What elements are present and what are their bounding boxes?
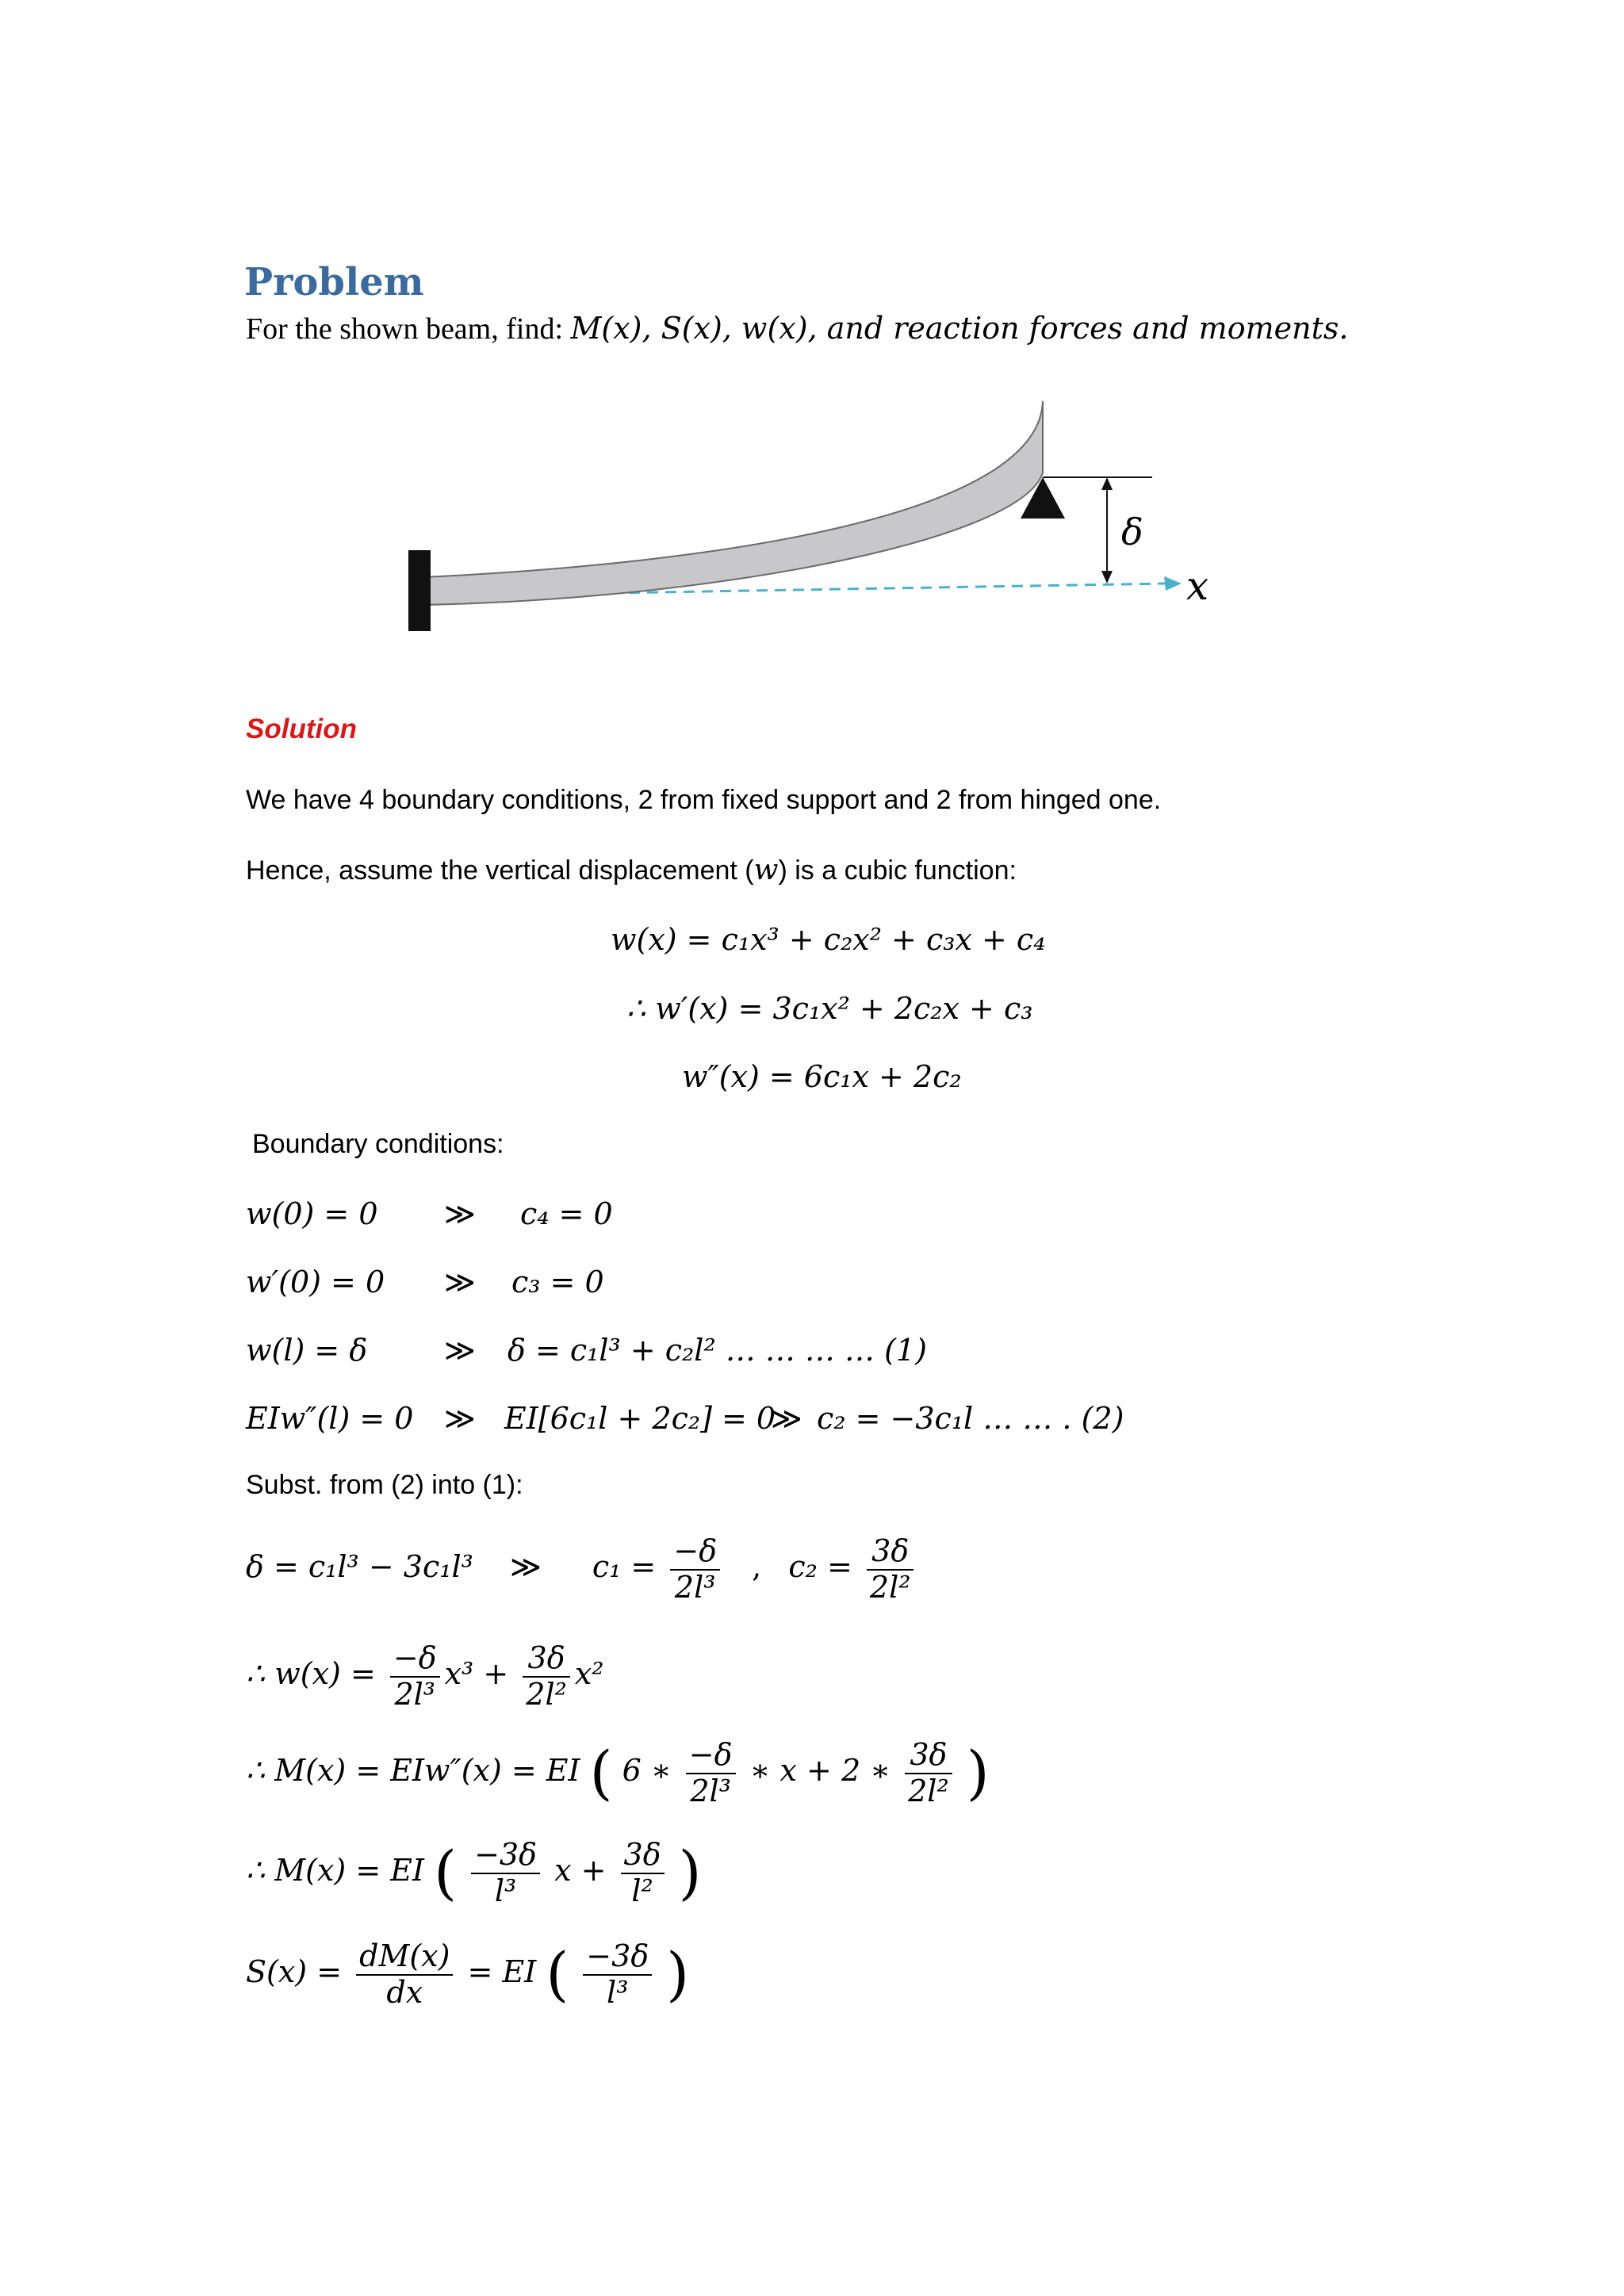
m2-x: x +	[554, 1853, 607, 1888]
bc4-lhs: EIw″(l) = 0	[246, 1401, 414, 1436]
moment-derivation	[246, 1738, 990, 1808]
s-frac-den: l³	[607, 1974, 629, 2010]
m2-frac-1-den: l³	[494, 1873, 517, 1908]
s-eq: = EI	[467, 1954, 537, 1990]
m2-frac-2-num: 3δ	[621, 1838, 665, 1874]
cubic-text-w: w	[753, 854, 779, 886]
bc1-rhs: c₄ = 0	[520, 1196, 613, 1231]
s-lparen: (	[546, 1940, 569, 2009]
fixed-support	[408, 550, 431, 631]
m2-frac-1	[471, 1838, 540, 1908]
eq-w-double-prime: w″(x) = 6c₁x + 2c₂	[682, 1059, 962, 1094]
c1-fraction	[670, 1534, 720, 1605]
cubic-assumption-text	[246, 854, 1017, 886]
cubic-text-a: Hence, assume the vertical displacement (	[246, 855, 754, 886]
m2-lparen: (	[434, 1839, 457, 1908]
c1-numerator: −δ	[670, 1534, 720, 1571]
m2-lhs: ∴ M(x) = EI	[246, 1853, 424, 1888]
eq-w: w(x) = c₁x³ + c₂x² + c₃x + c₄	[611, 922, 1046, 957]
x-axis-label: x	[1186, 563, 1209, 609]
s-frac	[583, 1939, 652, 2010]
s-derivative-den: dx	[386, 1974, 423, 2010]
bc2-lhs: w′(0) = 0	[246, 1265, 385, 1299]
s-derivative-num: dM(x)	[356, 1939, 453, 1976]
w-x2: x²	[574, 1656, 604, 1692]
bc2-arrow: ≫	[444, 1265, 476, 1299]
problem-heading: Problem	[244, 260, 424, 304]
m1-rparen: )	[966, 1739, 990, 1808]
c2-fraction	[867, 1534, 914, 1605]
w-result	[246, 1641, 604, 1712]
subst-equation	[246, 1534, 918, 1605]
delta-arrow-down	[1101, 571, 1113, 584]
m2-frac-2-den: l²	[631, 1873, 653, 1908]
bc1-lhs: w(0) = 0	[246, 1196, 378, 1231]
bc4-mid: EI[6c₁l + 2c₂] = 0	[504, 1401, 776, 1436]
subst-arrow: ≫	[509, 1549, 542, 1585]
c2-numerator: 3δ	[867, 1534, 914, 1571]
m1-frac-2-den: 2l²	[908, 1773, 949, 1808]
c1-eq: c₁ =	[592, 1549, 657, 1585]
m1-frac-1-den: 2l³	[690, 1773, 731, 1808]
w-frac-1-num: −δ	[390, 1641, 440, 1678]
m1-six: 6 ∗	[622, 1753, 672, 1789]
w-frac-2-den: 2l²	[526, 1676, 567, 1712]
m2-frac-2	[621, 1838, 665, 1908]
m1-frac-1-num: −δ	[686, 1738, 736, 1774]
m1-mid: ∗ x + 2 ∗	[749, 1753, 891, 1789]
subst-label: Subst. from (2) into (1):	[246, 1470, 523, 1500]
problem-statement	[246, 311, 1348, 346]
boundary-conditions-label: Boundary conditions:	[252, 1129, 504, 1159]
bc3-arrow: ≫	[444, 1333, 476, 1368]
m2-frac-1-num: −3δ	[471, 1838, 540, 1874]
cubic-text-b: ) is a cubic function:	[778, 855, 1017, 886]
problem-prompt-text: For the shown beam, find:	[246, 312, 564, 346]
solution-label: Solution	[246, 714, 357, 744]
problem-prompt-math: M(x), S(x), w(x), and reaction forces and moments.	[570, 311, 1349, 346]
w-frac-1	[390, 1641, 440, 1712]
s-frac-num: −3δ	[583, 1939, 652, 1976]
c-separator: ,	[752, 1549, 762, 1585]
m2-rparen: )	[678, 1839, 702, 1908]
s-lhs: S(x) =	[246, 1954, 343, 1990]
m1-frac-2	[905, 1738, 952, 1808]
beam-figure	[246, 381, 1277, 642]
m1-lhs: ∴ M(x) = EIw″(x) = EI	[246, 1753, 580, 1789]
bc2-rhs: c₃ = 0	[511, 1265, 604, 1299]
x-axis-arrowhead	[1164, 576, 1182, 591]
subst-lhs: δ = c₁l³ − 3c₁l³	[246, 1549, 473, 1585]
bc4-rhs: c₂ = −3c₁l … … . (2)	[817, 1401, 1124, 1436]
m1-lparen: (	[589, 1739, 613, 1808]
shear-result	[246, 1939, 689, 2010]
w-frac-1-den: 2l³	[394, 1676, 436, 1712]
w-frac-2-num: 3δ	[523, 1641, 570, 1678]
m1-frac-2-num: 3δ	[905, 1738, 952, 1774]
w-x3: x³ +	[444, 1656, 509, 1692]
bc4-arrow-2: ≫	[771, 1401, 802, 1436]
s-rparen: )	[666, 1940, 690, 2009]
bc1-arrow: ≫	[444, 1196, 476, 1231]
c2-denominator: 2l²	[869, 1569, 911, 1605]
bc3-rhs: δ = c₁l³ + c₂l² … … … … (1)	[508, 1333, 927, 1368]
s-derivative	[356, 1939, 453, 2010]
bc3-lhs: w(l) = δ	[246, 1333, 368, 1368]
delta-label: δ	[1121, 511, 1143, 553]
w-frac-2	[523, 1641, 570, 1712]
deflected-beam	[424, 401, 1043, 605]
delta-arrow-up	[1101, 477, 1113, 490]
moment-result	[246, 1838, 702, 1908]
boundary-count-text: We have 4 boundary conditions, 2 from fixed support and 2 from hinged one.	[246, 785, 1162, 815]
w-result-lhs: ∴ w(x) =	[246, 1656, 376, 1692]
eq-w-prime: ∴ w′(x) = 3c₁x² + 2c₂x + c₃	[626, 991, 1033, 1026]
c2-eq: c₂ =	[788, 1549, 852, 1585]
bc4-arrow: ≫	[444, 1401, 476, 1436]
c1-denominator: 2l³	[674, 1569, 716, 1605]
m1-frac-1	[686, 1738, 736, 1808]
